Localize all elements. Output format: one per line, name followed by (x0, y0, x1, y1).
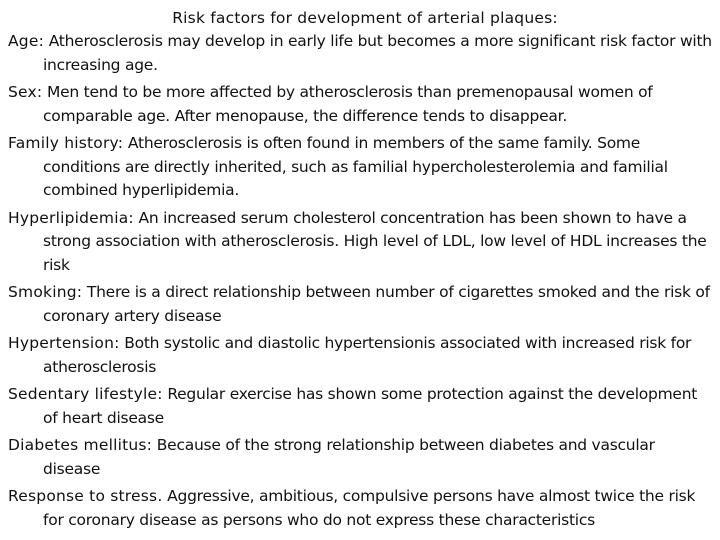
risk-factor-sedentary-lifestyle (8, 383, 712, 430)
factor-description: Atherosclerosis is often found in members of the same family. Some conditions are directly inherited, such as familial hypercholesterolemia and familial combined hyperlipidemia. (43, 134, 668, 199)
factor-term: Hypertension: (8, 334, 120, 352)
risk-factor-hypertension (8, 332, 712, 379)
risk-factor-sex (8, 81, 712, 128)
factor-description: Men tend to be more affected by atherosclerosis than premenopausal women of comparable age. After menopause, the difference tends to disappear. (43, 83, 653, 125)
factor-term: Sedentary lifestyle: (8, 385, 163, 403)
factor-description: Atherosclerosis may develop in early life but becomes a more significant risk factor with increasing age. (43, 32, 712, 74)
factor-term: Sex: (8, 83, 43, 101)
risk-factor-hyperlipidemia (8, 207, 712, 278)
factor-term: Diabetes mellitus: (8, 436, 153, 454)
risk-factor-age (8, 30, 712, 77)
factor-description: There is a direct relationship between number of cigarettes smoked and the risk of coronary artery disease (43, 283, 710, 325)
factor-term: Family history: (8, 134, 124, 152)
factor-description: Regular exercise has shown some protection against the development of heart disease (43, 385, 698, 427)
factor-description: Aggressive, ambitious, compulsive persons have almost twice the risk for coronary disease as persons who do not express these characteristics (43, 487, 696, 529)
factor-description: Because of the strong relationship between diabetes and vascular disease (43, 436, 655, 478)
risk-factor-family-history (8, 132, 712, 203)
factor-description: Both systolic and diastolic hypertensionis associated with increased risk for atherosclerosis (43, 334, 692, 376)
risk-factor-diabetes-mellitus (8, 434, 712, 481)
risk-factor-response-to-stress (8, 485, 712, 532)
page-title: Risk factors for development of arterial plaques: (172, 9, 558, 27)
factor-term: Response to stress. (8, 487, 163, 505)
factor-term: Smoking: (8, 283, 83, 301)
factor-description: An increased serum cholesterol concentration has been shown to have a strong association with atherosclerosis. High level of LDL, low level of HDL increases the risk (43, 208, 707, 274)
factor-term: Age: (8, 32, 45, 50)
risk-factor-smoking (8, 281, 712, 328)
factor-term: Hyperlipidemia: (8, 208, 134, 227)
